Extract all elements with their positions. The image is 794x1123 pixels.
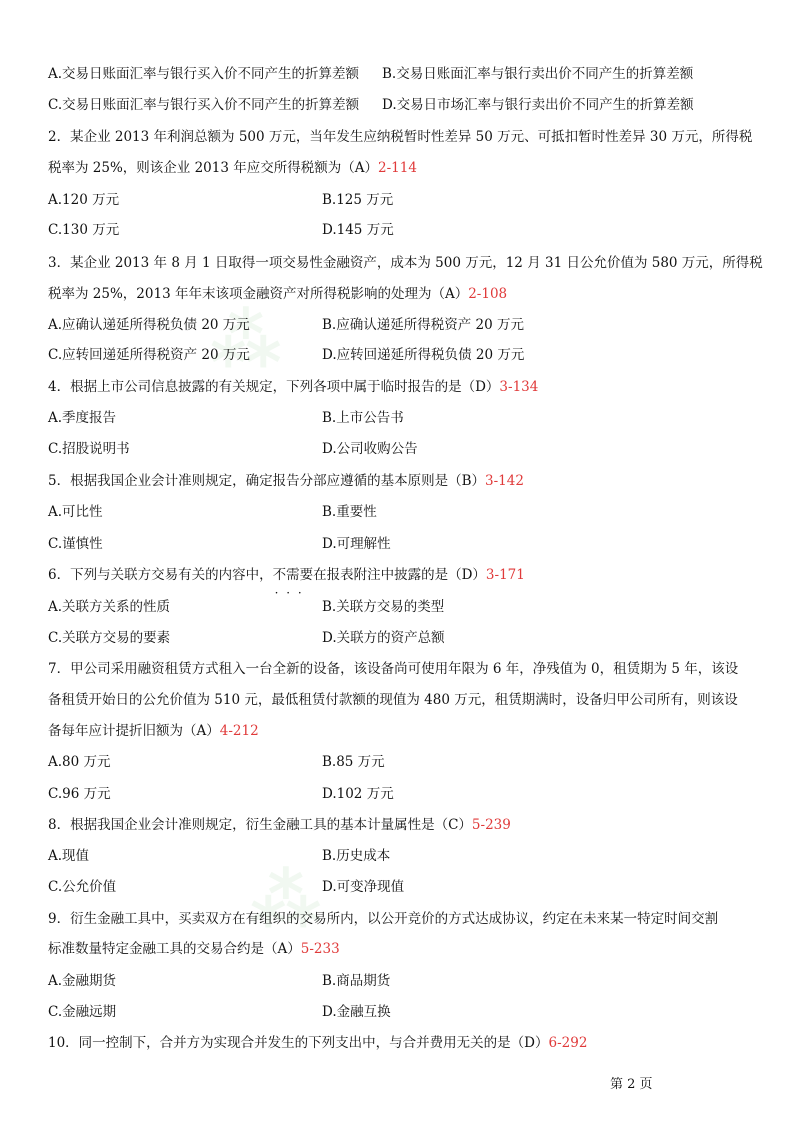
q1-option-c: C.交易日账面汇率与银行买入价不同产生的折算差额 bbox=[48, 97, 360, 113]
q6-emphasis: 不需要 · · · bbox=[273, 567, 314, 583]
q6-option-c: C.关联方交易的要素 bbox=[48, 630, 171, 646]
q7-option-b: B.85 万元 bbox=[322, 754, 385, 770]
q1-option-b: B.交易日账面汇率与银行卖出价不同产生的折算差额 bbox=[382, 66, 694, 82]
q7-stem-text: 备每年应计提折旧额为（A） bbox=[48, 723, 220, 739]
q2-option-a: A.120 万元 bbox=[48, 192, 120, 208]
q5-option-a: A.可比性 bbox=[48, 504, 103, 520]
q6-reference: 3-171 bbox=[485, 567, 525, 583]
q9-stem-text: 标准数量特定金融工具的交易合约是（A） bbox=[48, 941, 301, 957]
q2-option-c: C.130 万元 bbox=[48, 222, 120, 238]
q4-option-d: D.公司收购公告 bbox=[322, 441, 418, 457]
q7-stem-line1: 7．甲公司采用融资租赁方式租入一台全新的设备，该设备尚可使用年限为 6 年，净残值为 0，租赁期为 5 年，该设 bbox=[48, 661, 739, 677]
q8-option-d: D.可变净现值 bbox=[322, 879, 405, 895]
q8-option-b: B.历史成本 bbox=[322, 848, 391, 864]
q6-option-a: A.关联方关系的性质 bbox=[48, 599, 171, 615]
q3-option-c: C.应转回递延所得税资产 20 万元 bbox=[48, 347, 250, 363]
q9-option-c: C.金融远期 bbox=[48, 1004, 117, 1020]
q2-stem-text: 税率为 25%，则该企业 2013 年应交所得税额为（A） bbox=[48, 160, 378, 176]
q2-option-d: D.145 万元 bbox=[322, 222, 394, 238]
q5-stem bbox=[48, 471, 524, 491]
q5-stem-text: 5．根据我国企业会计准则规定，确定报告分部应遵循的基本原则是（B） bbox=[48, 473, 486, 489]
q4-reference: 3-134 bbox=[499, 379, 539, 395]
q10-reference: 6-292 bbox=[548, 1035, 588, 1051]
q8-stem-text: 8．根据我国企业会计准则规定，衍生金融工具的基本计量属性是（C） bbox=[48, 817, 472, 833]
q6-stem-post: 在报表附注中披露的是（D） bbox=[313, 567, 486, 583]
q2-reference: 2-114 bbox=[378, 160, 417, 176]
q3-stem-line2 bbox=[48, 284, 507, 304]
q4-option-b: B.上市公告书 bbox=[322, 410, 404, 426]
q2-stem-line1: 2．某企业 2013 年利润总额为 500 万元，当年发生应纳税暂时性差异 50 万元、可抵扣暂时性差异 30 万元，所得税 bbox=[48, 129, 753, 145]
watermark-decoration: ⁂ bbox=[210, 300, 282, 382]
q4-stem bbox=[48, 377, 538, 397]
q5-option-c: C.谨慎性 bbox=[48, 536, 103, 552]
q10-stem-text: 10．同一控制下，合并方为实现合并发生的下列支出中，与合并费用无关的是（D） bbox=[48, 1035, 549, 1051]
q4-stem-text: 4．根据上市公司信息披露的有关规定，下列各项中属于临时报告的是（D） bbox=[48, 379, 500, 395]
q3-option-b: B.应确认递延所得税资产 20 万元 bbox=[322, 317, 524, 333]
q10-stem bbox=[48, 1033, 587, 1053]
watermark-decoration: ⁂ bbox=[250, 860, 322, 942]
q3-stem-line1: 3．某企业 2013 年 8 月 1 日取得一项交易性金融资产，成本为 500 万元，12 月 31 日公允价值为 580 万元，所得税 bbox=[48, 255, 763, 271]
q9-reference: 5-233 bbox=[300, 941, 340, 957]
q6-option-b: B.关联方交易的类型 bbox=[322, 599, 445, 615]
q5-option-b: B.重要性 bbox=[322, 504, 377, 520]
q4-option-c: C.招股说明书 bbox=[48, 441, 130, 457]
q5-option-d: D.可理解性 bbox=[322, 536, 391, 552]
q3-option-d: D.应转回递延所得税负债 20 万元 bbox=[322, 347, 525, 363]
q7-stem-line2: 备租赁开始日的公允价值为 510 元，最低租赁付款额的现值为 480 万元，租赁期满时，设备归甲公司所有，则该设 bbox=[48, 692, 738, 708]
q3-stem-text: 税率为 25%，2013 年年末该项金融资产对所得税影响的处理为（A） bbox=[48, 286, 469, 302]
q3-option-a: A.应确认递延所得税负债 20 万元 bbox=[48, 317, 250, 333]
q7-option-d: D.102 万元 bbox=[322, 786, 394, 802]
q9-stem-line2 bbox=[48, 939, 340, 959]
q6-stem-pre: 6．下列与关联方交易有关的内容中， bbox=[48, 567, 273, 583]
q9-stem-line1: 9．衍生金融工具中，买卖双方在有组织的交易所内，以公开竞价的方式达成协议，约定在未来某一特定时间交割 bbox=[48, 911, 719, 927]
q9-option-d: D.金融互换 bbox=[322, 1004, 391, 1020]
q9-option-a: A.金融期货 bbox=[48, 973, 117, 989]
q8-option-a: A.现值 bbox=[48, 848, 90, 864]
q6-option-d: D.关联方的资产总额 bbox=[322, 630, 445, 646]
q8-stem bbox=[48, 815, 511, 835]
q2-stem-line2 bbox=[48, 158, 417, 178]
q7-option-a: A.80 万元 bbox=[48, 754, 111, 770]
q8-option-c: C.公允价值 bbox=[48, 879, 117, 895]
q4-option-a: A.季度报告 bbox=[48, 410, 117, 426]
q9-option-b: B.商品期货 bbox=[322, 973, 391, 989]
q6-stem bbox=[48, 565, 525, 585]
q1-option-d: D.交易日市场汇率与银行卖出价不同产生的折算差额 bbox=[382, 97, 694, 113]
q7-option-c: C.96 万元 bbox=[48, 786, 111, 802]
q1-option-a: A.交易日账面汇率与银行买入价不同产生的折算差额 bbox=[48, 66, 360, 82]
q2-option-b: B.125 万元 bbox=[322, 192, 394, 208]
page-number: 第 2 页 bbox=[610, 1077, 653, 1092]
q5-reference: 3-142 bbox=[485, 473, 524, 489]
q7-reference: 4-212 bbox=[219, 723, 259, 739]
q3-reference: 2-108 bbox=[468, 286, 508, 302]
q7-stem-line3 bbox=[48, 721, 259, 741]
q8-reference: 5-239 bbox=[471, 817, 511, 833]
